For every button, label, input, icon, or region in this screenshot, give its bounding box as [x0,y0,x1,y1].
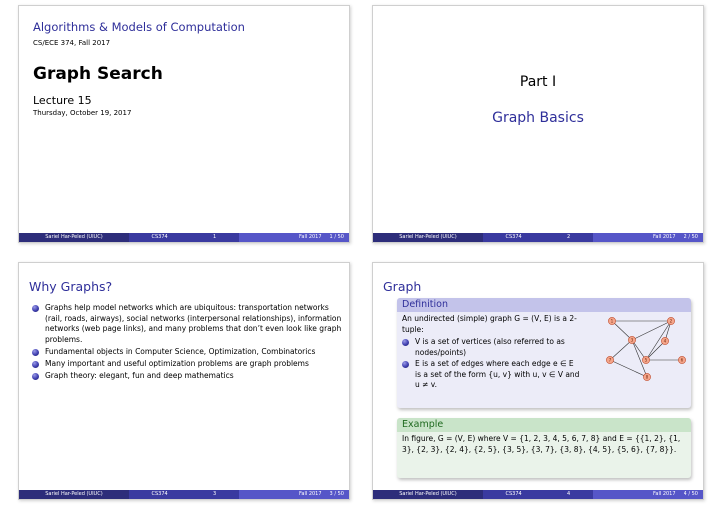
list-item [401,337,581,358]
footer-course: CS374 [505,491,522,497]
graph-node-label: 7 [608,357,612,363]
example-text: In figure, G = (V, E) where V = {1, 2, 3, 4, 5, 6, 7, 8} and E = {{1, 2}, {1, 3}, {2, 3}, {2, 4}, {2, 5}, {3, 5}, {3, 7}, {3, 8}, {4, 5}, {5, 6}, {7, 8}}. [402,434,681,454]
footer-term: Fall 2017 [652,234,676,240]
course-subtitle: CS/ECE 374, Fall 2017 [33,39,111,47]
footer-slide-num: 2 [566,234,571,240]
definition-item: E is a set of edges where each edge e ∈ E is a set of the form {u, v} with u, v ∈ V and u ≠ v. [415,359,580,389]
slide-footer [19,233,349,242]
footer-middle [483,490,593,499]
lecture-date: Thursday, October 19, 2017 [33,109,132,117]
footer-right [593,490,703,499]
footer-term: Fall 2017 [298,234,322,240]
part-title: Graph Basics [492,110,584,126]
slide-heading: Why Graphs? [29,279,113,294]
graph-node-label: 5 [644,357,648,363]
footer-author: Sariel Har-Peled (UIUC) [19,233,129,242]
course-title: Algorithms & Models of Computation [33,20,245,34]
list-item [31,359,343,370]
bullet-ball-icon [32,373,39,380]
slide-1 [18,5,350,243]
footer-page: 1 / 50 [329,234,344,240]
footer-right [593,233,703,242]
graph-edge [646,338,667,360]
footer-author: Sariel Har-Peled (UIUC) [373,233,483,242]
slide-footer [373,490,703,499]
graph-node-label: 2 [669,318,673,324]
lecture-number: Lecture 15 [33,94,92,107]
graph-node-label: 8 [645,374,649,380]
bullet-ball-icon [32,349,39,356]
footer-course: CS374 [151,234,168,240]
slide-heading: Graph [383,279,422,294]
bullet-text: Fundamental objects in Computer Science, Optimization, Combinatorics [45,346,316,356]
footer-right [239,490,349,499]
definition-list [397,337,581,391]
list-item [401,359,581,391]
footer-page: 4 / 50 [683,491,698,497]
footer-term: Fall 2017 [298,491,322,497]
footer-author: Sariel Har-Peled (UIUC) [373,490,483,499]
bullet-ball-icon [402,361,409,368]
footer-slide-num: 4 [566,491,571,497]
slide-4 [372,262,704,500]
footer-middle [483,233,593,242]
graph-node-label: 4 [663,338,667,344]
graph-edge [610,318,632,340]
graph-node-label: 1 [610,318,614,324]
footer-middle [129,233,239,242]
slide-3 [18,262,350,500]
graph-edge [610,337,634,360]
list-item [31,303,343,345]
lecture-title: Graph Search [33,64,163,84]
bullet-ball-icon [32,361,39,368]
footer-author: Sariel Har-Peled (UIUC) [19,490,129,499]
slide-footer [19,490,349,499]
definition-block [397,298,691,408]
footer-page: 2 / 50 [683,234,698,240]
definition-intro: An undirected (simple) graph G = (V, E) is a 2-tuple: [402,314,577,334]
footer-course: CS374 [151,491,168,497]
footer-right [239,233,349,242]
slide-footer [373,233,703,242]
footer-page: 3 / 50 [329,491,344,497]
bullet-list [31,303,343,383]
bullet-ball-icon [32,305,39,312]
graph-node-label: 3 [630,337,634,343]
slide-2 [372,5,704,243]
footer-term: Fall 2017 [652,491,676,497]
definition-title: Definition [397,298,691,312]
graph-node-label: 6 [680,357,684,363]
footer-course: CS374 [505,234,522,240]
bullet-text: Many important and useful optimization problems are graph problems [45,358,309,368]
example-title: Example [397,418,691,432]
bullet-ball-icon [402,339,409,346]
graph-figure [592,311,687,389]
list-item [31,347,343,358]
footer-middle [129,490,239,499]
example-block [397,418,691,478]
list-item [31,371,343,382]
part-number: Part I [519,74,557,90]
bullet-text: Graph theory: elegant, fun and deep mathematics [45,371,234,381]
footer-slide-num: 3 [212,491,217,497]
bullet-text: Graphs help model networks which are ubiquitous: transportation networks (rail, roads, airways), social networks (interpersonal relationships), information networks (web page links), and many problems that don’t even look like graph problems. [45,303,342,344]
footer-slide-num: 1 [212,234,217,240]
definition-item: V is a set of vertices (also referred to as nodes/points) [415,337,565,357]
